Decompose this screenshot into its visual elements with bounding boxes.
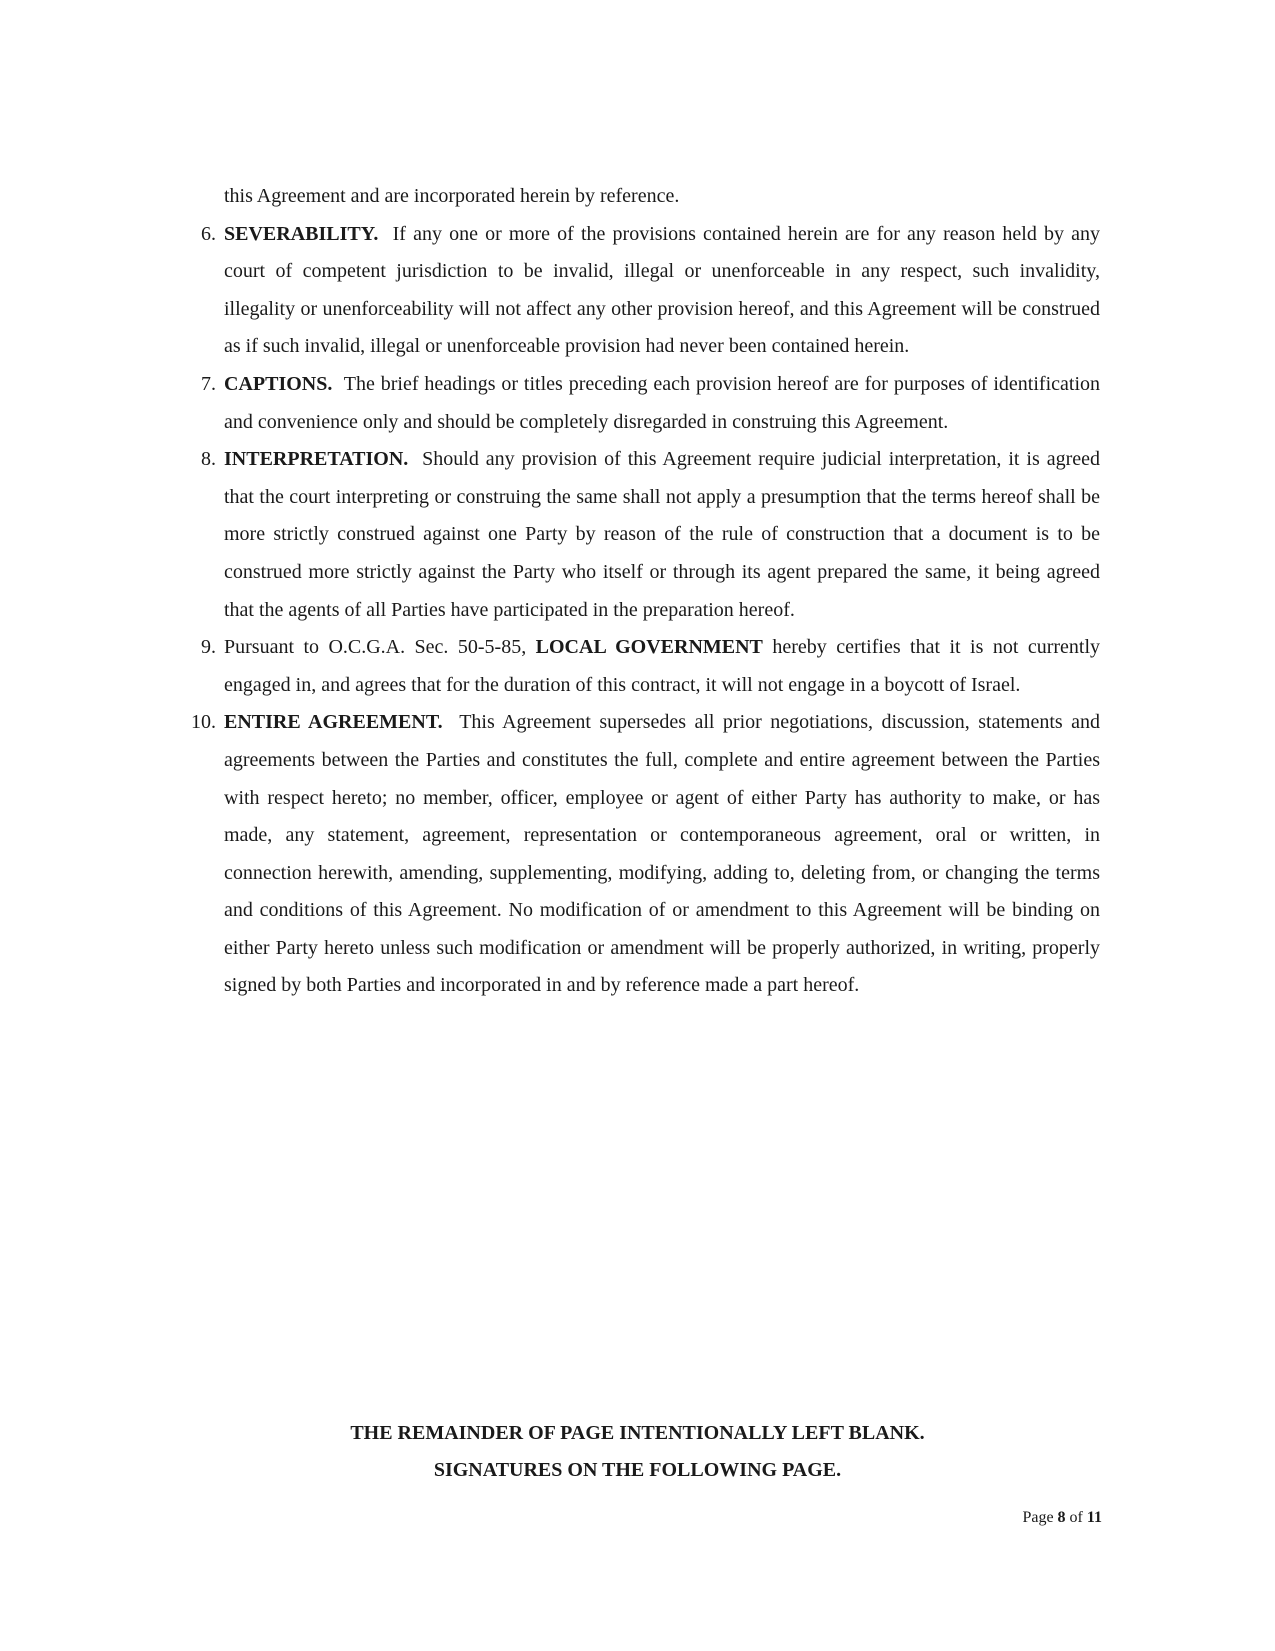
page-total: 11 — [1086, 1509, 1102, 1526]
section-number: 6. — [201, 222, 216, 245]
section-emphasis: LOCAL GOVERNMENT — [535, 636, 763, 659]
section-heading: SEVERABILITY. — [224, 222, 379, 245]
section-boycott-certification — [188, 629, 1100, 704]
section-captions — [188, 366, 1100, 441]
section-severability — [188, 216, 1100, 366]
section-body — [224, 216, 1100, 366]
section-interpretation — [188, 441, 1100, 629]
section-body — [224, 441, 1100, 629]
section-number: 8. — [201, 448, 216, 471]
notice-line-2: SIGNATURES ON THE FOLLOWING PAGE. — [433, 1459, 842, 1481]
section-number: 9. — [201, 636, 216, 659]
blank-page-notice — [0, 1415, 1275, 1489]
section-body — [224, 629, 1100, 704]
section-text: The brief headings or titles preceding each provision hereof are for purposes of identification and convenience only and should be completely disregarded in construing this Agreement. — [224, 372, 1101, 433]
section-text-after: hereby certifies that it is not currently engaged in, and agrees that for the duration of this contract, it will not engage in a boycott of Israel. — [224, 636, 1101, 696]
section-text: Should any provision of this Agreement require judicial interpretation, it is agreed that the court interpreting or construing the same shall not apply a presumption that the terms hereof shall be more strictly construed against one Party by reason of the rule of construction that a document is to be construed more strictly against the Party who itself or through its agent prepared the same, it being agreed that the agents of all Parties have participated in the preparation hereof. — [224, 448, 1100, 621]
section-heading: INTERPRETATION. — [224, 448, 409, 471]
document-body — [188, 178, 1100, 1005]
section-number: 10. — [191, 711, 216, 734]
page-current: 8 — [1057, 1509, 1066, 1526]
page-label: Page — [1022, 1509, 1054, 1526]
carry-over-text: this Agreement and are incorporated herein by reference. — [224, 185, 680, 207]
page-of: of — [1069, 1509, 1083, 1526]
section-body — [224, 366, 1100, 441]
section-text: This Agreement supersedes all prior negotiations, discussion, statements and agreements between the Parties and constitutes the full, complete and entire agreement between the Parties with respect hereto; no member, officer, employee or agent of either Party has authority to make, or has made, any statement, agreement, representation or contemporaneous agreement, oral or written, in connection herewith, amending, supplementing, modifying, adding to, deleting from, or changing the terms and conditions of this Agreement. No modification of or amendment to this Agreement will be binding on either Party hereto unless such modification or amendment will be properly authorized, in writing, properly signed by both Parties and incorporated in and by reference made a part hereof. — [224, 711, 1100, 997]
section-heading: CAPTIONS. — [224, 372, 333, 395]
section-number: 7. — [201, 372, 216, 395]
section-heading: ENTIRE AGREEMENT. — [224, 711, 443, 734]
page-number — [1022, 1509, 1102, 1527]
section-text: If any one or more of the provisions contained herein are for any reason held by any court of competent jurisdiction to be invalid, illegal or unenforceable in any respect, such invalidity, illegality or unenforceability will not affect any other provision hereof, and this Agreement will be construed as if such invalid, illegal or unenforceable provision had never been contained herein. — [224, 222, 1100, 358]
section-entire-agreement — [188, 704, 1100, 1005]
section-body — [224, 704, 1100, 1005]
notice-line-1: THE REMAINDER OF PAGE INTENTIONALLY LEFT BLANK. — [350, 1422, 925, 1444]
section-text-before: Pursuant to O.C.G.A. Sec. 50-5-85, — [224, 636, 527, 659]
